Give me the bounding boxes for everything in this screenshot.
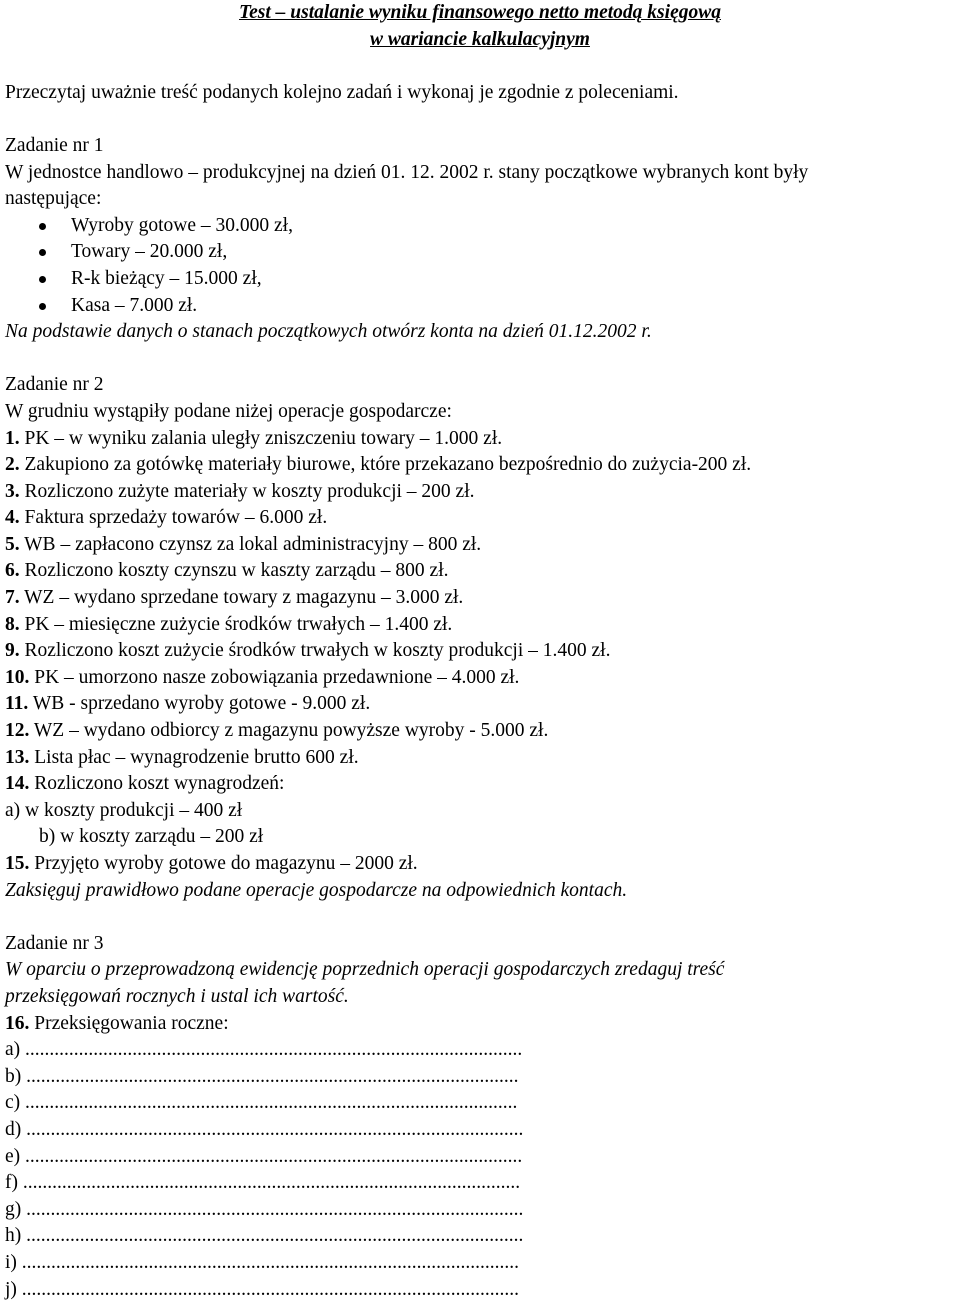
operation-item — [5, 585, 955, 612]
operation-item — [5, 612, 955, 639]
operation-item — [5, 452, 955, 479]
operation-number: 3. — [5, 481, 20, 502]
task-2-command: Zaksięguj prawidłowo podane operacje gospodarcze na odpowiednich kontach. — [5, 878, 955, 905]
operation-text: Faktura sprzedaży towarów – 6.000 zł. — [25, 507, 328, 528]
operations-list — [5, 426, 955, 798]
operation-text: WB - sprzedano wyroby gotowe - 9.000 zł. — [33, 693, 370, 714]
operation-number: 15. — [5, 853, 29, 874]
operation-text: WZ – wydano odbiorcy z magazynu powyższe wyroby - 5.000 zł. — [34, 720, 548, 741]
list-item: Wyroby gotowe – 30.000 zł, — [5, 213, 955, 240]
operation-number: 16. — [5, 1013, 29, 1034]
task-1-heading: Zadanie nr 1 — [5, 133, 955, 160]
answer-line: c) ..................................................................................................... — [5, 1090, 955, 1117]
operation-text: WB – zapłacono czynsz za lokal administracyjny – 800 zł. — [24, 534, 481, 555]
answer-line: e) ...................................................................................................... — [5, 1144, 955, 1171]
operation-text: Przeksięgowania roczne: — [34, 1013, 228, 1034]
operation-item — [5, 558, 955, 585]
list-item: Kasa – 7.000 zł. — [5, 293, 955, 320]
instruction-text: Przeczytaj uważnie treść podanych kolejno zadań i wykonaj je zgodnie z poleceniami. — [5, 80, 955, 107]
operation-number: 11. — [5, 693, 28, 714]
task-1-command: Na podstawie danych o stanach początkowych otwórz konta na dzień 01.12.2002 r. — [5, 319, 955, 346]
bullet-icon — [39, 276, 46, 283]
answer-lines — [5, 1037, 955, 1303]
operation-text: WZ – wydano sprzedane towary z magazynu – 3.000 zł. — [24, 587, 463, 608]
bullet-icon — [39, 249, 46, 256]
operation-item — [5, 426, 955, 453]
balances-list — [5, 213, 955, 319]
operation-number: 14. — [5, 773, 29, 794]
answer-line: j) ...................................................................................................... — [5, 1277, 955, 1303]
title-line-2: w wariancie kalkulacyjnym — [5, 27, 955, 54]
bullet-icon — [39, 303, 46, 310]
operation-item — [5, 638, 955, 665]
operation-item — [5, 665, 955, 692]
list-item: R-k bieżący – 15.000 zł, — [5, 266, 955, 293]
list-item: Towary – 20.000 zł, — [5, 239, 955, 266]
operation-number: 2. — [5, 454, 20, 475]
operation-number: 1. — [5, 428, 20, 449]
operation-number: 9. — [5, 640, 20, 661]
operation-text: Rozliczono koszt wynagrodzeń: — [34, 773, 284, 794]
task-3-command-line-2: przeksięgowań rocznych i ustal ich wartość. — [5, 984, 955, 1011]
operation-text: Lista płac – wynagrodzenie brutto 600 zł. — [34, 747, 358, 768]
document-page — [5, 0, 955, 1303]
answer-line: f) ...................................................................................................... — [5, 1170, 955, 1197]
operation-item — [5, 718, 955, 745]
operation-text: Przyjęto wyroby gotowe do magazynu – 2000 zł. — [34, 853, 417, 874]
task-2-heading: Zadanie nr 2 — [5, 372, 955, 399]
operation-16 — [5, 1011, 955, 1038]
task-2-intro: W grudniu wystąpiły podane niżej operacje gospodarcze: — [5, 399, 955, 426]
task-2 — [5, 372, 955, 904]
operation-text: Rozliczono zużyte materiały w koszty produkcji – 200 zł. — [25, 481, 475, 502]
document-title — [5, 0, 955, 53]
operation-text: PK – w wyniku zalania uległy zniszczeniu towary – 1.000 zł. — [25, 428, 503, 449]
operation-item — [5, 532, 955, 559]
answer-line: i) ...................................................................................................... — [5, 1250, 955, 1277]
operation-text: PK – miesięczne zużycie środków trwałych – 1.400 zł. — [25, 614, 453, 635]
answer-line: b) ..................................................................................................... — [5, 1064, 955, 1091]
operation-text: Rozliczono koszt zużycie środków trwałych w koszty produkcji – 1.400 zł. — [25, 640, 611, 661]
task-1-intro-line-1: W jednostce handlowo – produkcyjnej na dzień 01. 12. 2002 r. stany początkowe wybranych kont były — [5, 160, 955, 187]
task-3-command-line-1: W oparciu o przeprowadzoną ewidencję poprzednich operacji gospodarczych zredaguj treść — [5, 957, 955, 984]
operation-number: 10. — [5, 667, 29, 688]
operation-number: 8. — [5, 614, 20, 635]
task-3-heading: Zadanie nr 3 — [5, 931, 955, 958]
operation-text: Zakupiono za gotówkę materiały biurowe, które przekazano bezpośrednio do zużycia-200 zł. — [25, 454, 752, 475]
operation-15 — [5, 851, 955, 878]
title-line-1: Test – ustalanie wyniku finansowego netto metodą księgową — [5, 0, 955, 27]
operation-number: 13. — [5, 747, 29, 768]
operation-number: 4. — [5, 507, 20, 528]
operation-number: 12. — [5, 720, 29, 741]
answer-line: g) ...................................................................................................... — [5, 1197, 955, 1224]
task-1-intro-line-2: następujące: — [5, 186, 955, 213]
sub-item-b: b) w koszty zarządu – 200 zł — [5, 824, 955, 851]
answer-line: h) ...................................................................................................... — [5, 1223, 955, 1250]
answer-line: d) ...................................................................................................... — [5, 1117, 955, 1144]
operation-item — [5, 479, 955, 506]
task-1 — [5, 133, 955, 346]
operation-text: PK – umorzono nasze zobowiązania przedawnione – 4.000 zł. — [34, 667, 519, 688]
sub-item-a: a) w koszty produkcji – 400 zł — [5, 798, 955, 825]
task-3 — [5, 931, 955, 1303]
operation-item — [5, 745, 955, 772]
operation-number: 6. — [5, 560, 20, 581]
operation-number: 5. — [5, 534, 20, 555]
operation-item — [5, 771, 955, 798]
operation-number: 7. — [5, 587, 20, 608]
answer-line: a) ...................................................................................................... — [5, 1037, 955, 1064]
operation-item — [5, 691, 955, 718]
operation-item — [5, 505, 955, 532]
bullet-icon — [39, 223, 46, 230]
operation-text: Rozliczono koszty czynszu w kaszty zarządu – 800 zł. — [25, 560, 449, 581]
